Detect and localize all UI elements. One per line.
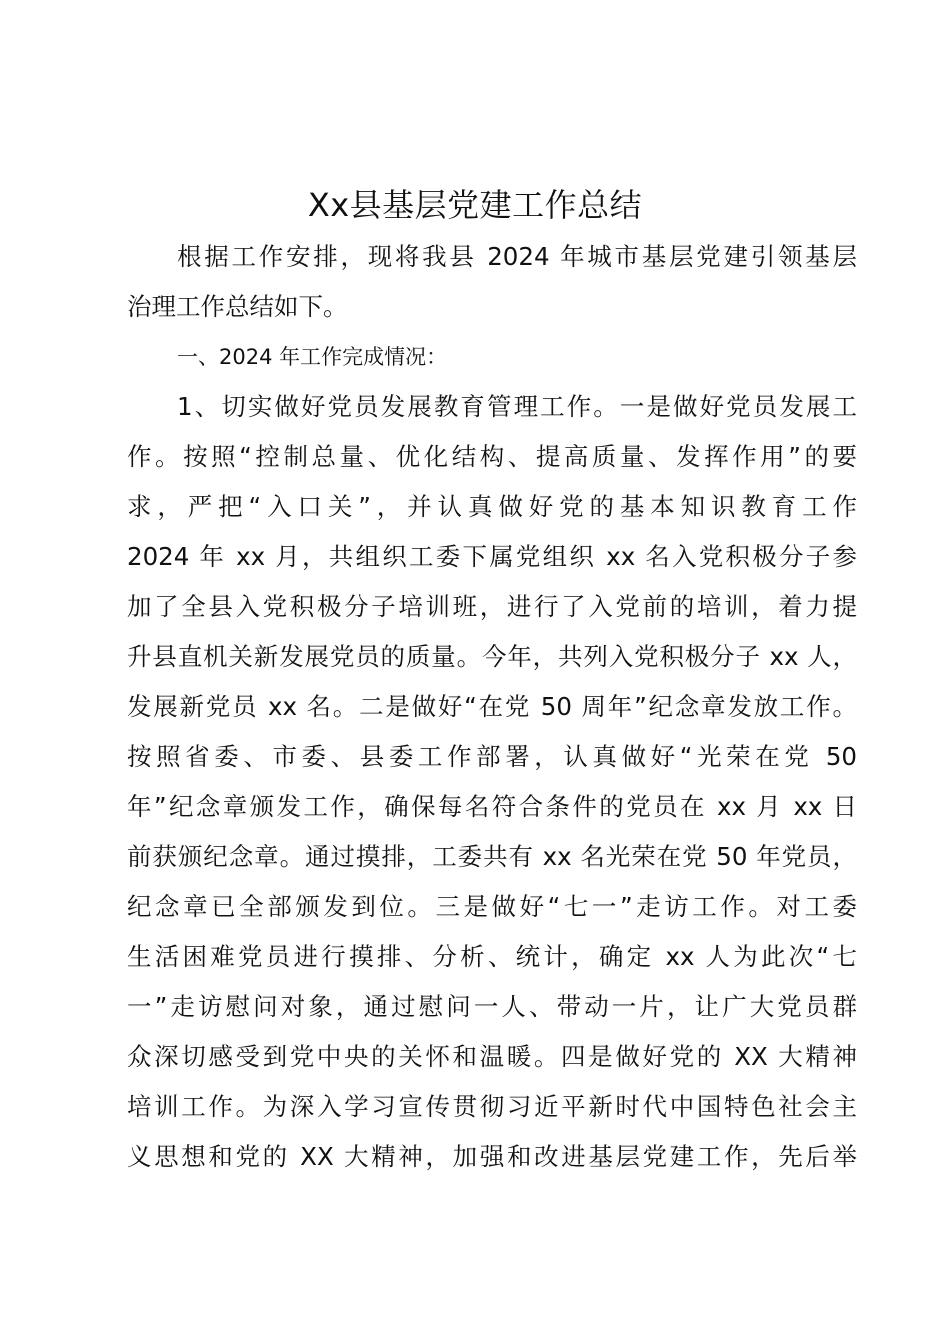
paragraph-line: 发展新党员 xx 名。二是做好“在党 50 周年”纪念章发放工作。 xyxy=(127,692,857,721)
paragraph-line: 升县直机关新发展党员的质量。今年，共列入党积极分子 xx 人， xyxy=(127,642,857,671)
document-title: Xx县基层党建工作总结 xyxy=(307,186,643,224)
section-heading: 一、2024 年工作完成情况： xyxy=(177,345,448,369)
paragraph-line: 培训工作。为深入学习宣传贯彻习近平新时代中国特色社会主 xyxy=(127,1092,857,1121)
paragraph-line: 按照省委、市委、县委工作部署，认真做好“光荣在党 50 xyxy=(127,742,857,771)
paragraph-line: 一”走访慰问对象，通过慰问一人、带动一片，让广大党员群 xyxy=(127,992,857,1021)
paragraph-line: 1、切实做好党员发展教育管理工作。一是做好党员发展工 xyxy=(177,392,857,421)
document-body xyxy=(127,232,857,1182)
paragraph-line: 年”纪念章颁发工作，确保每名符合条件的党员在 xx 月 xx 日 xyxy=(127,792,857,821)
paragraph-line: 2024 年 xx 月，共组织工委下属党组织 xx 名入党积极分子参 xyxy=(127,542,857,571)
paragraph-line: 求，严把“入口关”，并认真做好党的基本知识教育工作 xyxy=(127,492,857,521)
paragraph-line: 前获颁纪念章。通过摸排，工委共有 xx 名光荣在党 50 年党员， xyxy=(127,842,857,871)
paragraph-line: 根据工作安排，现将我县 2024 年城市基层党建引领基层 xyxy=(177,242,857,271)
paragraph-line: 义思想和党的 XX 大精神，加强和改进基层党建工作，先后举 xyxy=(127,1142,857,1171)
paragraph-line: 加了全县入党积极分子培训班，进行了入党前的培训，着力提 xyxy=(127,592,857,621)
paragraph-line: 众深切感受到党中央的关怀和温暖。四是做好党的 XX 大精神 xyxy=(127,1042,857,1071)
paragraph-line: 治理工作总结如下。 xyxy=(127,292,348,321)
paragraph-line: 作。按照“控制总量、优化结构、提高质量、发挥作用”的要 xyxy=(127,442,857,471)
paragraph-line: 生活困难党员进行摸排、分析、统计，确定 xx 人为此次“七 xyxy=(127,942,857,971)
paragraph-line: 纪念章已全部颁发到位。三是做好“七一”走访工作。对工委 xyxy=(127,892,857,921)
